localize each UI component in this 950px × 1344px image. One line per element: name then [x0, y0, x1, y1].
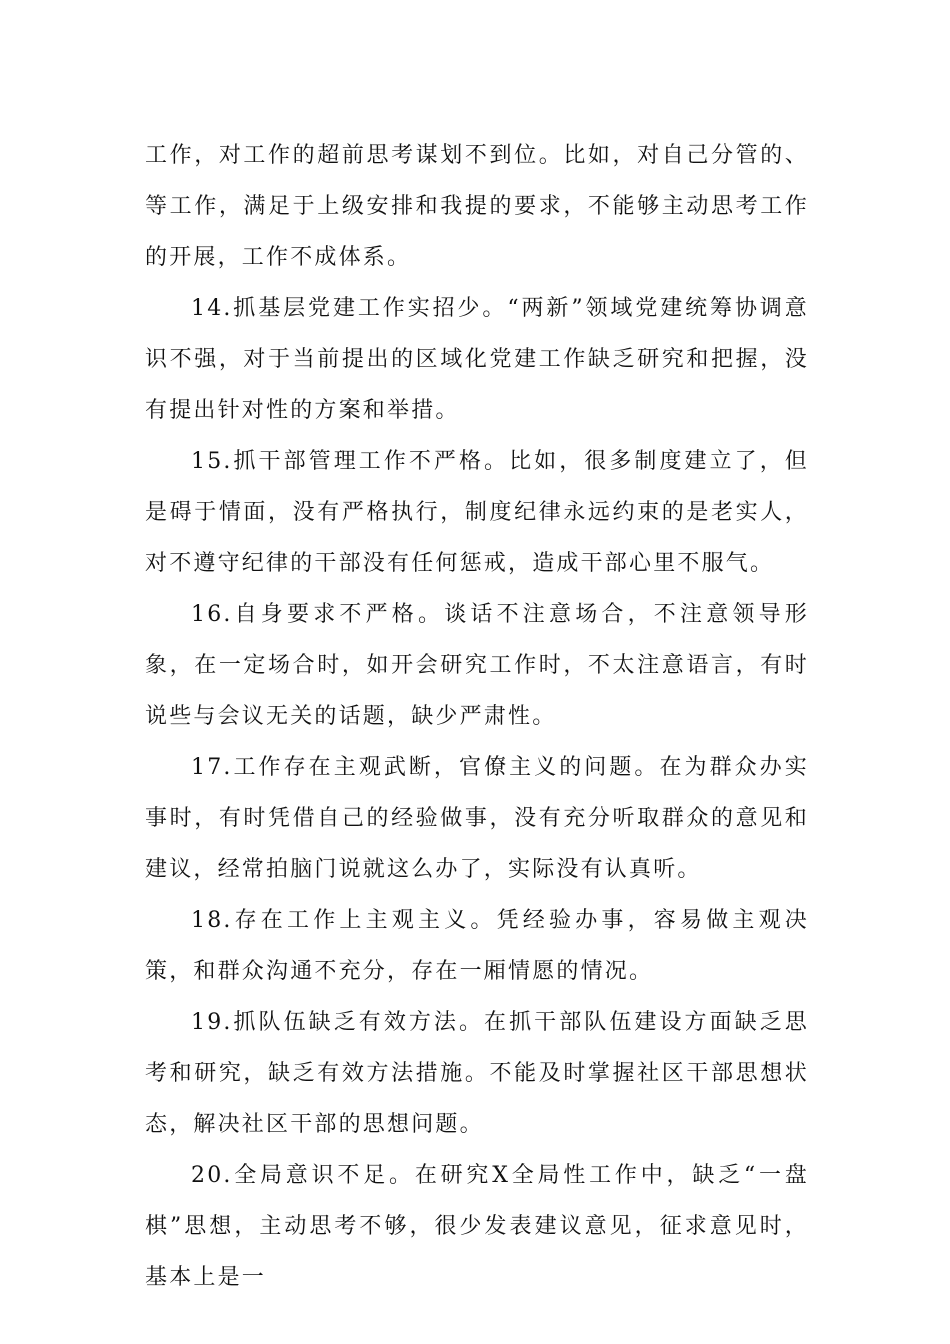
paragraph-item-17: 17.工作存在主观武断，官僚主义的问题。在为群众办实事时，有时凭借自己的经验做事，没有充分听取群众的意见和建议，经常拍脑门说就这么办了，实际没有认真听。: [145, 755, 809, 882]
paragraph-item-16: 16.自身要求不严格。谈话不注意场合，不注意领导形象，在一定场合时，如开会研究工作时，不太注意语言，有时说些与会议无关的话题，缺少严肃性。: [145, 602, 809, 729]
paragraph-item-15: 15.抓干部管理工作不严格。比如，很多制度建立了，但是碍于情面，没有严格执行，制度纪律永远约束的是老实人，对不遵守纪律的干部没有任何惩戒，造成干部心里不服气。: [145, 449, 809, 576]
document-body: [145, 130, 809, 1303]
paragraph-item-20: 20.全局意识不足。在研究X全局性工作中，缺乏“一盘棋”思想，主动思考不够，很少发表建议意见，征求意见时，基本上是一: [145, 1163, 809, 1290]
paragraph-continuation: 工作，对工作的超前思考谋划不到位。比如，对自己分管的、等工作，满足于上级安排和我提的要求，不能够主动思考工作的开展，工作不成体系。: [145, 143, 809, 270]
paragraph-item-14: 14.抓基层党建工作实招少。“两新”领域党建统筹协调意识不强，对于当前提出的区域化党建工作缺乏研究和把握，没有提出针对性的方案和举措。: [145, 296, 809, 423]
paragraph-item-19: 19.抓队伍缺乏有效方法。在抓干部队伍建设方面缺乏思考和研究，缺乏有效方法措施。不能及时掌握社区干部思想状态，解决社区干部的思想问题。: [145, 1010, 809, 1137]
paragraph-item-18: 18.存在工作上主观主义。凭经验办事，容易做主观决策，和群众沟通不充分，存在一厢情愿的情况。: [145, 908, 809, 984]
